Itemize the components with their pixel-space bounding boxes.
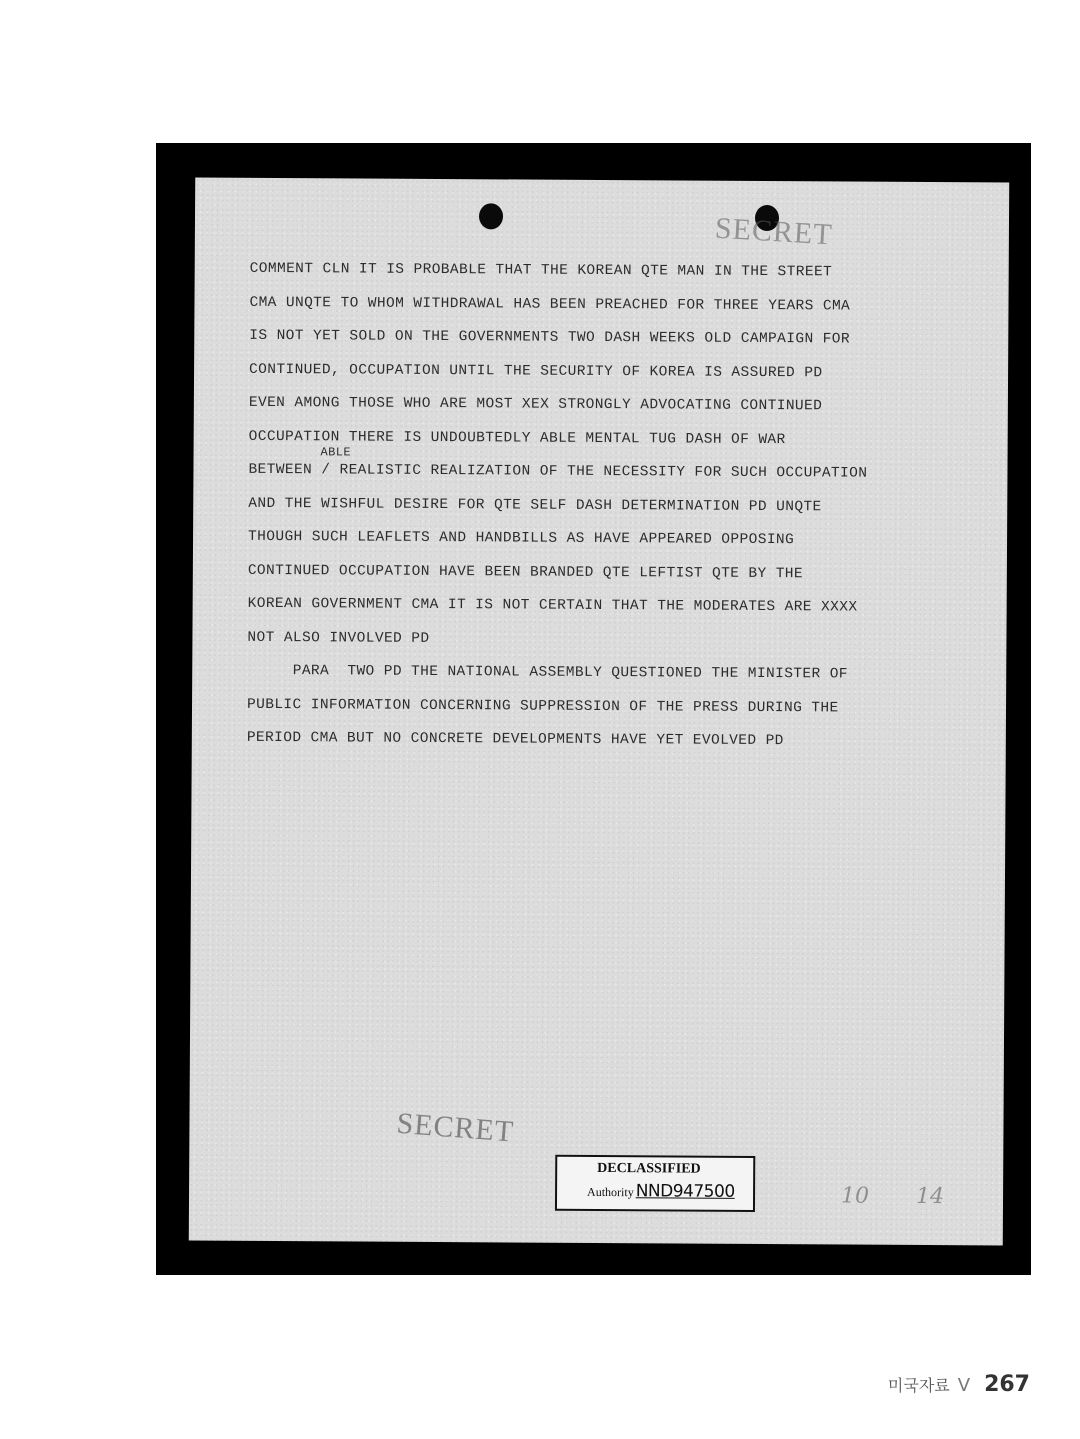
text-line: CONTINUED, OCCUPATION UNTIL THE SECURITY OF KOREA IS ASSURED PD — [249, 361, 823, 381]
document-paper — [189, 178, 1009, 1246]
secret-stamp-bottom: SECRET — [395, 1106, 516, 1149]
footer-volume-numeral: V — [957, 1375, 971, 1396]
handwritten-page-marks: 10 14 — [840, 1183, 945, 1210]
declassified-stamp — [555, 1155, 755, 1212]
declassified-authority-row — [587, 1181, 735, 1202]
text-line: PERIOD CMA BUT NO CONCRETE DEVELOPMENTS HAVE YET EVOLVED PD — [246, 729, 784, 750]
text-line: PARA TWO PD THE NATIONAL ASSEMBLY QUESTIONED THE MINISTER OF — [247, 662, 848, 683]
text-line: COMMENT CLN IT IS PROBABLE THAT THE KOREAN QTE MAN IN THE STREET — [249, 260, 833, 281]
text-line: KOREAN GOVERNMENT CMA IT IS NOT CERTAIN THAT THE MODERATES ARE XXXX — [247, 595, 858, 616]
typed-message-body — [247, 253, 970, 760]
secret-stamp-top: SECRET — [714, 211, 834, 252]
text-line: OCCUPATION THERE IS UNDOUBTEDLY ABLE MENTAL TUG DASH OF WAR — [248, 428, 786, 448]
text-line: THOUGH SUCH LEAFLETS AND HANDBILLS AS HAVE APPEARED OPPOSING — [248, 528, 795, 549]
text-line: CMA UNQTE TO WHOM WITHDRAWAL HAS BEEN PREACHED FOR THREE YEARS CMA — [249, 294, 851, 315]
authority-label: Authority — [587, 1184, 634, 1200]
handwritten-insertion: ABLE — [320, 445, 352, 460]
declassified-title: DECLASSIFIED — [597, 1160, 701, 1177]
text-line: BETWEEN / REALISTIC REALIZATION OF THE NECESSITY FOR SUCH OCCUPATION — [248, 461, 868, 482]
page-footer — [888, 1372, 1030, 1397]
text-line: CONTINUED OCCUPATION HAVE BEEN BRANDED QTE LEFTIST QTE BY THE — [247, 562, 804, 582]
scanned-document-frame — [156, 143, 1031, 1275]
page-number: 267 — [984, 1372, 1030, 1397]
punch-hole-left — [479, 203, 503, 229]
text-line: NOT ALSO INVOLVED PD — [247, 629, 430, 647]
text-line: IS NOT YET SOLD ON THE GOVERNMENTS TWO DASH WEEKS OLD CAMPAIGN FOR — [249, 327, 851, 348]
text-line: PUBLIC INFORMATION CONCERNING SUPPRESSION OF THE PRESS DURING THE — [246, 696, 839, 716]
footer-section-label: 미국자료 — [887, 1376, 950, 1395]
authority-value: NND947500 — [635, 1181, 735, 1202]
text-line: EVEN AMONG THOSE WHO ARE MOST XEX STRONGLY ADVOCATING CONTINUED — [248, 394, 823, 415]
text-line: AND THE WISHFUL DESIRE FOR QTE SELF DASH DETERMINATION PD UNQTE — [248, 495, 822, 515]
